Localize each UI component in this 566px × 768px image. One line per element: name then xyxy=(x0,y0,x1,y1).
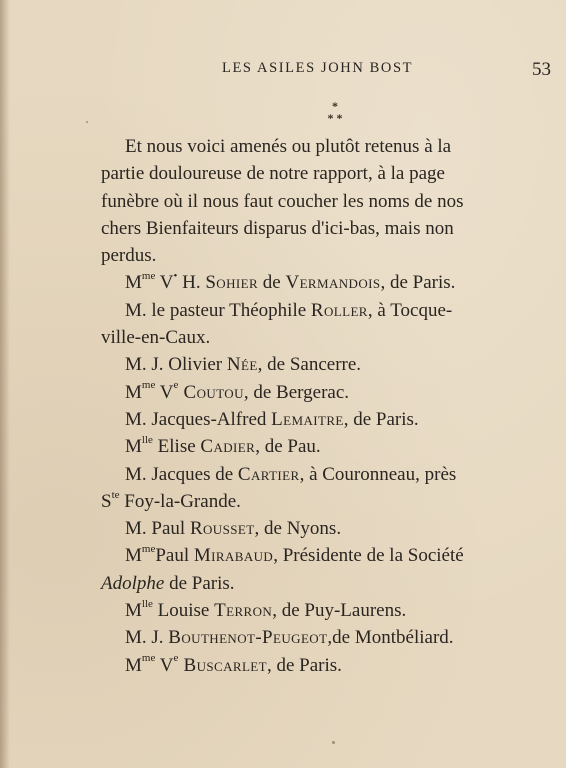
text-line: chers Bienfaiteurs disparus d'ici-bas, mais non xyxy=(101,217,454,239)
benefactor-entry: $M^{me}Paul$ Mirabaud, Présidente de la Société xyxy=(125,543,464,567)
benefactor-name: Sohier xyxy=(205,272,259,294)
intro-paragraph xyxy=(101,133,555,269)
page-gutter-shadow xyxy=(0,0,10,768)
text-line: perdus. xyxy=(101,245,157,267)
benefactor-entry-continuation: Adolphe de Paris. xyxy=(101,572,235,594)
asterism-ornament xyxy=(310,100,360,124)
benefactor-name: Cartier xyxy=(237,463,300,485)
benefactor-name: Bouthenot-Peugeot xyxy=(168,627,328,649)
page-header xyxy=(0,60,566,84)
asterism-bottom: * * xyxy=(327,111,343,125)
benefactor-entry-continuation: ville-en-Caux. xyxy=(101,327,211,349)
benefactor-entry: $M^{lle}$ Louise Terron, de Puy-Laurens. xyxy=(125,597,407,622)
benefactor-entry: $M^{me}$ Ve Buscarlet, de Paris. xyxy=(125,652,342,676)
benefactor-name: Cadier xyxy=(200,436,256,458)
asterism-top: * xyxy=(332,99,338,113)
paper-fleck xyxy=(332,741,335,744)
benefactor-entry-continuation: $S^{te}$ Foy-la-Grande. xyxy=(101,488,241,512)
benefactor-entry: M. le pasteur Théophile Roller, à Tocque- xyxy=(125,299,453,321)
benefactor-name: Terron xyxy=(214,600,273,622)
benefactor-entry: $M^{me}$ V• H. Sohier de Vermandois, de Paris. xyxy=(125,270,456,294)
paper-fleck xyxy=(86,121,88,123)
benefactor-entry: M. J. Bouthenot-Peugeot,de Montbéliard. xyxy=(125,627,454,649)
text-line: partie douloureuse de notre rapport, à la page xyxy=(101,163,445,185)
benefactor-name: Coutou xyxy=(178,381,244,403)
benefactor-name: Mirabaud xyxy=(193,545,274,567)
benefactor-name: Rousset xyxy=(189,518,255,540)
text-line: funèbre où il nous faut coucher les noms de nos xyxy=(101,190,464,212)
benefactor-entry: M. Jacques de Cartier, à Couronneau, près xyxy=(125,463,457,485)
benefactor-entry: M. Jacques-Alfred Lemaitre, de Paris. xyxy=(125,408,419,430)
benefactor-name: Vermandois xyxy=(285,272,381,294)
running-title: LES ASILES JOHN BOST xyxy=(222,60,414,76)
benefactor-name: Lemaitre xyxy=(271,408,344,430)
benefactor-entry: $M^{me}$ Ve Coutou, de Bergerac. xyxy=(125,379,350,403)
page-body-text xyxy=(101,133,555,679)
benefactor-name: Buscarlet xyxy=(178,654,267,676)
benefactor-entry: M. J. Olivier Née, de Sancerre. xyxy=(125,354,362,376)
page-number: 53 xyxy=(532,59,551,80)
society-name: Adolphe xyxy=(101,572,165,594)
benefactor-entry: $M^{lle}$ Elise Cadier, de Pau. xyxy=(125,433,321,458)
benefactor-entry: M. Paul Rousset, de Nyons. xyxy=(125,518,342,540)
benefactor-name: Née xyxy=(226,354,258,376)
text-line: Et nous voici amenés ou plutôt retenus à la xyxy=(125,136,452,157)
benefactor-name: Roller xyxy=(310,299,368,321)
